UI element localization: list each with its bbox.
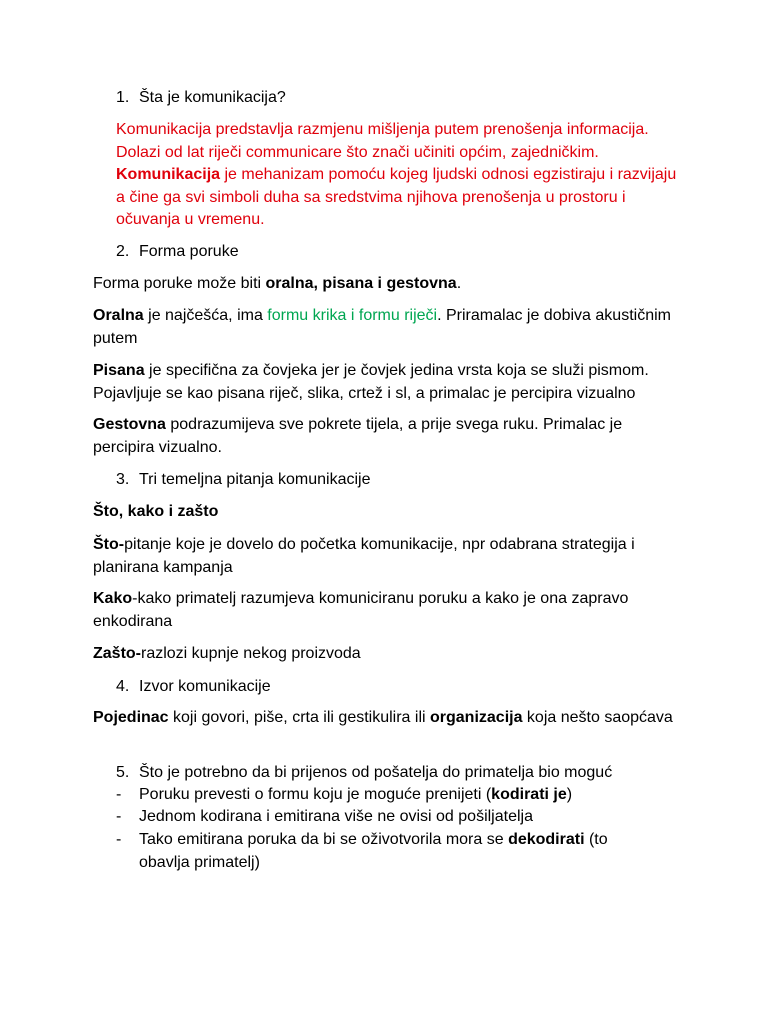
text: podrazumijeva sve pokrete tijela, a prije svega ruku. Primalac je percipira vizualno. (93, 416, 623, 456)
bold-term: Pisana (93, 362, 145, 379)
paragraph-zasto (93, 643, 683, 666)
text: koji govori, piše, crta ili gestikulira ili (168, 709, 430, 726)
bold-term: Što- (93, 536, 125, 553)
bold-term: Pojedinac (93, 709, 169, 726)
text: . Priramalac je dobiva akustičnim putem (93, 307, 671, 347)
question-title: Izvor komunikacije (139, 678, 271, 695)
bold-term: dekodirati (508, 831, 585, 848)
list-number: 1. (116, 89, 130, 106)
paragraph-kako (93, 588, 683, 633)
list-item-text (139, 784, 659, 807)
bold-term: oralna, pisana i gestovna (265, 275, 457, 292)
text: -kako primatelj razumjeva komuniciranu poruku a kako je ona zapravo enkodirana (93, 590, 629, 630)
paragraph-gestovna (93, 414, 683, 459)
paragraph-sto (93, 534, 683, 579)
answer-line: Dolazi od lat riječi communicare što znači učiniti općim, zajedničkim. (116, 143, 599, 161)
list-number: 5. (116, 764, 130, 781)
paragraph-heading (93, 501, 683, 524)
text: Tako emitirana poruka da bi se oživotvorila mora se (139, 831, 509, 848)
bold-term: Zašto- (93, 645, 141, 662)
highlighted-text: formu krika i formu riječi (267, 307, 438, 324)
dash-bullet: - (116, 808, 122, 825)
list-number: 4. (116, 678, 130, 695)
dash-bullet: - (116, 786, 122, 803)
bold-term: Komunikacija (116, 166, 221, 183)
bold-term: Gestovna (93, 416, 166, 433)
paragraph-izvor (93, 707, 683, 730)
list-item-text: Jednom kodirana i emitirana više ne ovisi od pošiljatelja (139, 808, 533, 825)
dash-bullet: - (116, 831, 122, 848)
bold-heading: Što, kako i zašto (93, 503, 219, 520)
text: (to obavlja primatelj) (139, 831, 608, 871)
list-number: 2. (116, 243, 130, 260)
paragraph-oralna (93, 305, 683, 350)
bold-term: Kako (93, 590, 133, 607)
list-number: 3. (116, 471, 130, 488)
question-title: Tri temeljna pitanja komunikacije (139, 471, 371, 488)
question-title: Forma poruke (139, 243, 239, 260)
question-title: Šta je komunikacija? (139, 89, 286, 106)
text: Poruku prevesti o formu koju je moguće prenijeti ( (139, 786, 492, 803)
bold-term: organizacija (430, 709, 523, 726)
paragraph-pisana (93, 360, 683, 405)
answer-text: je mehanizam pomoću kojeg ljudski odnosi egzistiraju i razvijaju a čine ga svi simboli duha sa sredstvima njihova prenošenja u prostoru i očuvanja u vremenu. (116, 166, 677, 228)
text: koja nešto saopćava (522, 709, 673, 726)
text: ) (566, 786, 573, 803)
question-title: Što je potrebno da bi prijenos od pošatelja do primatelja bio moguć (139, 764, 613, 781)
bold-term: Oralna (93, 307, 144, 324)
bold-term: kodirati je (491, 786, 567, 803)
text: . (456, 275, 462, 292)
answer-line: Komunikacija predstavlja razmjenu mišljenja putem prenošenja informacija. (116, 121, 649, 138)
text: pitanje koje je dovelo do početka komunikacije, npr odabrana strategija i planirana kampanja (93, 536, 635, 576)
text: razlozi kupnje nekog proizvoda (141, 645, 361, 662)
paragraph-forma (93, 273, 683, 296)
list-item-text (139, 829, 659, 874)
answer-1 (116, 119, 686, 232)
text: Forma poruke može biti (93, 275, 266, 292)
text: je specifična za čovjeka jer je čovjek jedina vrsta koja se služi pismom. Pojavljuje se kao pisana riječ, slika, crtež i sl, a primalac je percipira vizualno (93, 362, 649, 402)
text: je najčešća, ima (143, 307, 268, 324)
